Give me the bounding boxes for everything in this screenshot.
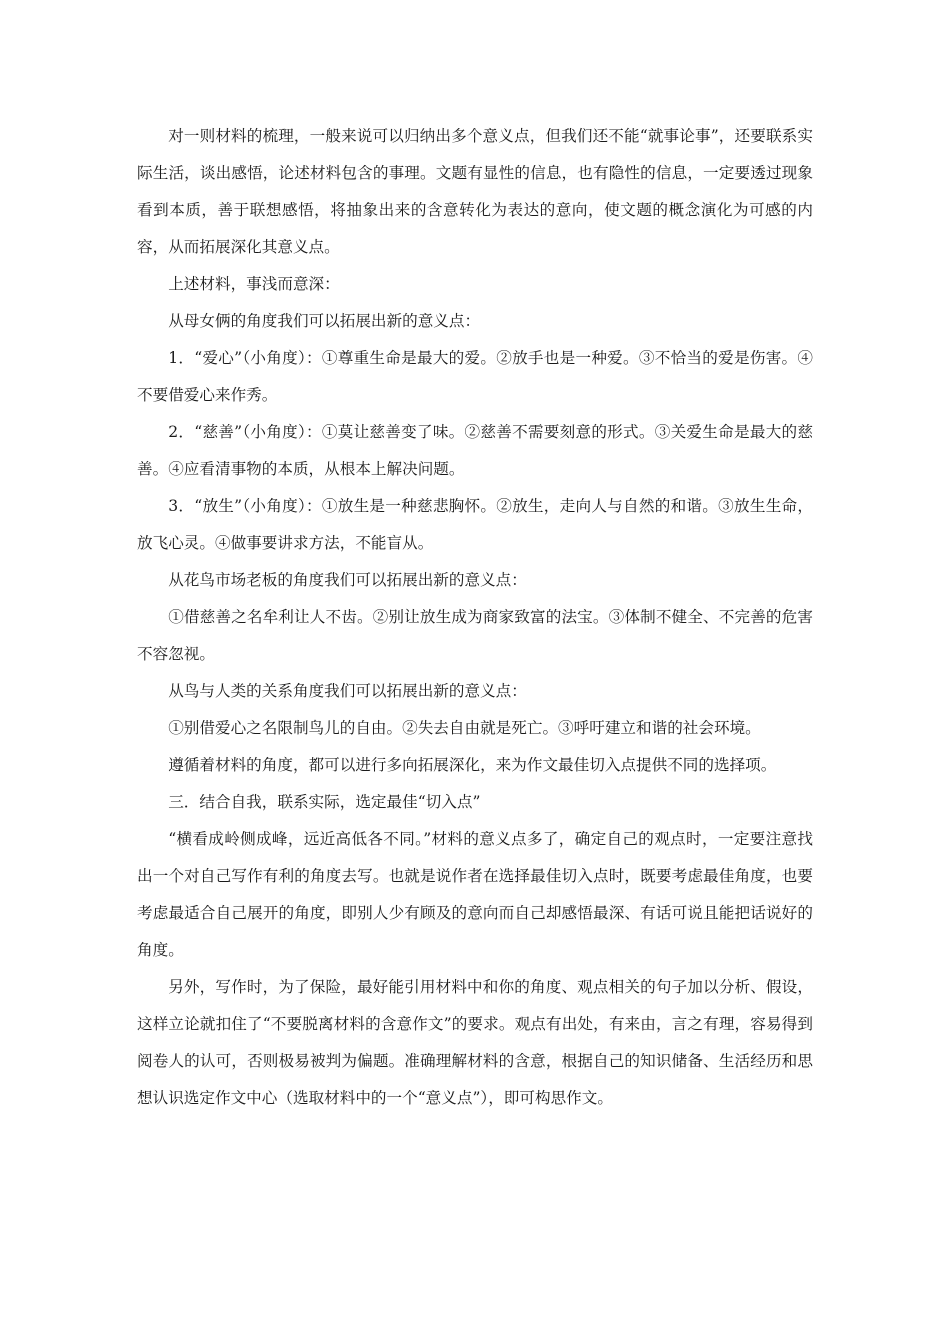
paragraph-summary: 遵循着材料的角度，都可以进行多向拓展深化，来为作文最佳切入点提供不同的选择项。 (168, 756, 777, 774)
paragraph-market-owner-heading: 从花鸟市场老板的角度我们可以拓展出新的意义点： (168, 571, 527, 589)
paragraph-writing-tips: 另外，写作时，为了保险，最好能引用材料中和你的角度、观点相关的句子加以分析、假设，这样立论就扣住了“不要脱离材料的含意作文”的要求。观点有出处，有来由，言之有理，容易得到阅卷人的认可，否则极易被判为偏题。准确理解材料的含意，根据自己的知识储备、生活经历和思想认识选定作文中心（选取材料中的一个“意义点”），即可构思作文。 (137, 978, 813, 1107)
paragraph-bird-human-heading: 从鸟与人类的关系角度我们可以拓展出新的意义点： (168, 682, 527, 700)
list-item-love: 1．“爱心”（小角度）：①尊重生命是最大的爱。②放手也是一种爱。③不恰当的爱是伤害。④不要借爱心来作秀。 (137, 349, 813, 404)
list-item-charity: 2．“慈善”（小角度）：①莫让慈善变了味。②慈善不需要刻意的形式。③关爱生命是最大的慈善。④应看清事物的本质，从根本上解决问题。 (137, 423, 813, 478)
document-body (137, 118, 813, 1117)
paragraph-bird-human-points: ①别借爱心之名限制鸟儿的自由。②失去自由就是死亡。③呼吁建立和谐的社会环境。 (168, 719, 761, 737)
paragraph-mother-daughter-heading: 从母女俩的角度我们可以拓展出新的意义点： (168, 312, 481, 330)
paragraph-market-owner-points: ①借慈善之名牟利让人不齿。②别让放生成为商家致富的法宝。③体制不健全、不完善的危害不容忽视。 (137, 608, 813, 663)
section-heading-3: 三．结合自我，联系实际，选定最佳“切入点” (168, 793, 481, 811)
paragraph-material-summary: 上述材料，事浅而意深： (168, 275, 340, 293)
list-item-release: 3．“放生”（小角度）：①放生是一种慈悲胸怀。②放生，走向人与自然的和谐。③放生生命，放飞心灵。④做事要讲求方法，不能盲从。 (137, 497, 813, 552)
paragraph-analysis-intro: 对一则材料的梳理，一般来说可以归纳出多个意义点，但我们还不能“就事论事”，还要联系实际生活，谈出感悟，论述材料包含的事理。文题有显性的信息，也有隐性的信息，一定要透过现象看到本质，善于联想感悟，将抽象出来的含意转化为表达的意向，使文题的概念演化为可感的内容，从而拓展深化其意义点。 (137, 127, 813, 256)
paragraph-best-angle: “横看成岭侧成峰，远近高低各不同。”材料的意义点多了，确定自己的观点时，一定要注意找出一个对自己写作有利的角度去写。也就是说作者在选择最佳切入点时，既要考虑最佳角度，也要考虑最适合自己展开的角度，即别人少有顾及的意向而自己却感悟最深、有话可说且能把话说好的角度。 (137, 830, 813, 959)
